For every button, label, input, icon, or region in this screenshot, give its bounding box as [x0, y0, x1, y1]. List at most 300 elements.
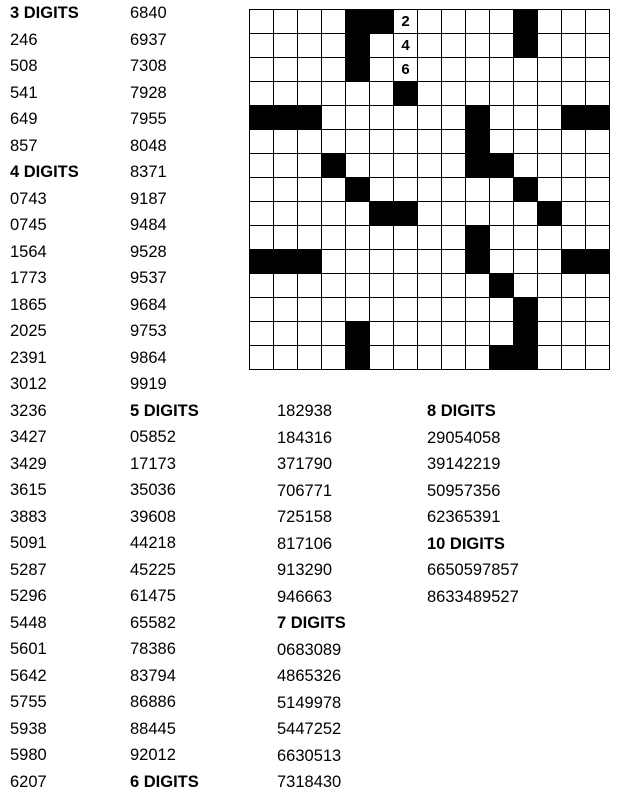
- number-entry: 3615: [10, 481, 47, 499]
- grid-cell[interactable]: [394, 274, 418, 298]
- grid-cell[interactable]: [274, 82, 298, 106]
- grid-cell[interactable]: [538, 58, 562, 82]
- grid-block-cell: [586, 106, 610, 130]
- grid-block-cell: [394, 82, 418, 106]
- grid-cell[interactable]: [250, 34, 274, 58]
- number-entry: 946663: [277, 587, 333, 606]
- grid-cell-filled[interactable]: 6: [394, 58, 418, 82]
- grid-cell[interactable]: [466, 178, 490, 202]
- grid-cell[interactable]: [250, 274, 274, 298]
- grid-block-cell: [346, 322, 370, 346]
- grid-cell[interactable]: [418, 346, 442, 370]
- grid-cell[interactable]: [298, 10, 322, 34]
- grid-cell[interactable]: [322, 10, 346, 34]
- grid-cell[interactable]: [538, 322, 562, 346]
- number-entry: 371790: [277, 455, 333, 473]
- number-entry: 9753: [130, 322, 167, 340]
- grid-cell[interactable]: [562, 298, 586, 322]
- grid-cell[interactable]: [370, 322, 394, 346]
- number-entry: 92012: [130, 746, 176, 764]
- grid-cell[interactable]: [442, 58, 466, 82]
- number-entry: 05852: [130, 428, 176, 446]
- number-entry: 725158: [277, 508, 333, 526]
- grid-cell[interactable]: [250, 202, 274, 226]
- grid-cell[interactable]: [250, 298, 274, 322]
- number-entry: 5938: [10, 719, 47, 738]
- grid-cell[interactable]: [466, 298, 490, 322]
- section-heading: 7 DIGITS: [277, 614, 346, 632]
- number-entry: 88445: [130, 719, 176, 738]
- grid-cell[interactable]: [586, 82, 610, 106]
- word-list-column-1: [10, 0, 79, 795]
- number-entry: 5296: [10, 587, 47, 605]
- section-heading: 4 DIGITS: [10, 163, 79, 181]
- number-entry: 4865326: [277, 667, 342, 685]
- grid-cell[interactable]: [418, 106, 442, 130]
- grid-cell[interactable]: [274, 58, 298, 82]
- number-entry: 83794: [130, 666, 176, 685]
- grid-block-cell: [490, 346, 514, 370]
- grid-cell[interactable]: [514, 202, 538, 226]
- grid-cell[interactable]: [490, 130, 514, 154]
- grid-cell[interactable]: [250, 226, 274, 250]
- grid-cell[interactable]: [562, 274, 586, 298]
- grid-cell[interactable]: [562, 82, 586, 106]
- grid-cell[interactable]: [274, 298, 298, 322]
- grid-cell[interactable]: [274, 202, 298, 226]
- grid-cell[interactable]: [274, 178, 298, 202]
- grid-cell[interactable]: [274, 34, 298, 58]
- grid-cell[interactable]: [250, 82, 274, 106]
- grid-cell[interactable]: [418, 178, 442, 202]
- grid-cell[interactable]: [586, 346, 610, 370]
- grid-cell[interactable]: [370, 82, 394, 106]
- grid-cell[interactable]: [250, 178, 274, 202]
- grid-cell[interactable]: [418, 58, 442, 82]
- grid-cell[interactable]: [538, 250, 562, 274]
- number-entry: 44218: [130, 534, 176, 552]
- grid-cell[interactable]: [418, 274, 442, 298]
- grid-cell[interactable]: [538, 226, 562, 250]
- number-entry: 5091: [10, 534, 47, 552]
- grid-cell[interactable]: [322, 58, 346, 82]
- grid-cell[interactable]: [298, 322, 322, 346]
- grid-cell[interactable]: [586, 226, 610, 250]
- number-entry: 6650597857: [427, 561, 519, 579]
- number-entry: 9528: [130, 242, 167, 261]
- grid-cell[interactable]: [514, 226, 538, 250]
- grid-cell[interactable]: [586, 178, 610, 202]
- grid-cell[interactable]: [250, 154, 274, 178]
- grid-cell[interactable]: [538, 298, 562, 322]
- grid-cell[interactable]: [418, 34, 442, 58]
- grid-cell[interactable]: [562, 226, 586, 250]
- number-entry: 17173: [130, 454, 176, 473]
- number-entry: 9864: [130, 348, 167, 367]
- grid-cell[interactable]: [442, 226, 466, 250]
- grid-cell[interactable]: [394, 346, 418, 370]
- grid-cell[interactable]: [370, 250, 394, 274]
- number-entry: 508: [10, 57, 38, 75]
- number-entry: 5448: [10, 613, 47, 632]
- grid-cell[interactable]: [586, 130, 610, 154]
- grid-cell[interactable]: [490, 322, 514, 346]
- grid-block-cell: [514, 178, 538, 202]
- grid-cell[interactable]: [322, 298, 346, 322]
- number-entry: 65582: [130, 613, 176, 632]
- section-heading: 5 DIGITS: [130, 401, 199, 420]
- number-entry: 2025: [10, 322, 47, 340]
- grid-block-cell: [562, 250, 586, 274]
- number-entry: 9919: [130, 375, 167, 393]
- grid-block-cell: [466, 226, 490, 250]
- grid-cell[interactable]: [514, 250, 538, 274]
- grid-cell[interactable]: [514, 154, 538, 178]
- grid-cell[interactable]: [394, 178, 418, 202]
- grid-cell[interactable]: [442, 10, 466, 34]
- grid-cell[interactable]: [442, 106, 466, 130]
- grid-cell[interactable]: [394, 298, 418, 322]
- number-entry: 246: [10, 30, 38, 49]
- grid-cell[interactable]: [442, 130, 466, 154]
- number-entry: 5642: [10, 666, 47, 685]
- grid-cell[interactable]: [442, 250, 466, 274]
- grid-cell[interactable]: [466, 274, 490, 298]
- grid-block-cell: [538, 202, 562, 226]
- grid-cell[interactable]: [562, 346, 586, 370]
- grid-cell[interactable]: [274, 10, 298, 34]
- number-entry: 913290: [277, 561, 333, 579]
- grid-cell[interactable]: [298, 178, 322, 202]
- number-entry: 35036: [130, 481, 176, 499]
- grid-cell[interactable]: [442, 34, 466, 58]
- number-entry: 86886: [130, 693, 176, 711]
- number-entry: 184316: [277, 428, 333, 447]
- grid-cell[interactable]: [538, 10, 562, 34]
- grid-cell[interactable]: [370, 298, 394, 322]
- grid-cell[interactable]: [370, 130, 394, 154]
- grid-cell[interactable]: [562, 178, 586, 202]
- number-entry: 45225: [130, 560, 176, 579]
- grid-block-cell: [346, 178, 370, 202]
- grid-block-cell: [514, 346, 538, 370]
- word-list-column-4: [427, 398, 519, 610]
- grid-cell[interactable]: [538, 178, 562, 202]
- number-entry: 3012: [10, 375, 47, 393]
- grid-cell[interactable]: [562, 58, 586, 82]
- grid-cell[interactable]: [250, 10, 274, 34]
- grid-cell[interactable]: [322, 274, 346, 298]
- grid-cell[interactable]: [562, 10, 586, 34]
- grid-cell[interactable]: [418, 322, 442, 346]
- grid-cell[interactable]: [346, 250, 370, 274]
- number-entry: 61475: [130, 587, 176, 605]
- grid-cell[interactable]: [394, 154, 418, 178]
- number-entry: 9684: [130, 295, 167, 314]
- grid-cell[interactable]: [322, 82, 346, 106]
- grid-cell[interactable]: [466, 82, 490, 106]
- number-entry: 39608: [130, 507, 176, 526]
- grid-cell[interactable]: [370, 58, 394, 82]
- grid-cell[interactable]: [370, 106, 394, 130]
- number-entry: 5287: [10, 560, 47, 579]
- grid-cell[interactable]: [322, 202, 346, 226]
- number-entry: 8371: [130, 163, 167, 181]
- number-entry: 649: [10, 110, 38, 128]
- number-entry: 3427: [10, 428, 47, 446]
- grid-cell[interactable]: [298, 82, 322, 106]
- grid-cell[interactable]: [250, 322, 274, 346]
- number-entry: 857: [10, 136, 38, 155]
- grid-block-cell: [274, 106, 298, 130]
- grid-cell[interactable]: [538, 82, 562, 106]
- grid-cell[interactable]: [514, 82, 538, 106]
- grid-cell[interactable]: [466, 58, 490, 82]
- number-entry: 541: [10, 83, 38, 102]
- grid-block-cell: [586, 250, 610, 274]
- number-entry: 0745: [10, 216, 47, 234]
- grid-block-cell: [514, 10, 538, 34]
- grid-cell[interactable]: [346, 154, 370, 178]
- grid-cell[interactable]: [394, 226, 418, 250]
- number-entry: 5755: [10, 693, 47, 711]
- grid-cell[interactable]: [346, 130, 370, 154]
- grid-cell[interactable]: [538, 274, 562, 298]
- grid-cell[interactable]: [442, 154, 466, 178]
- grid-cell[interactable]: [394, 106, 418, 130]
- number-entry: 5149978: [277, 693, 342, 712]
- grid-block-cell: [514, 34, 538, 58]
- grid-cell[interactable]: [418, 226, 442, 250]
- number-entry: 62365391: [427, 508, 501, 526]
- grid-cell[interactable]: [562, 34, 586, 58]
- grid-cell[interactable]: [298, 154, 322, 178]
- grid-cell[interactable]: [562, 322, 586, 346]
- grid-cell[interactable]: [490, 298, 514, 322]
- grid-cell[interactable]: [418, 202, 442, 226]
- grid-cell[interactable]: [322, 106, 346, 130]
- grid-cell[interactable]: [298, 34, 322, 58]
- grid-cell[interactable]: [298, 346, 322, 370]
- grid-block-cell: [466, 106, 490, 130]
- number-entry: 8633489527: [427, 587, 519, 606]
- number-entry: 5447252: [277, 720, 342, 738]
- grid-cell[interactable]: [322, 226, 346, 250]
- grid-cell[interactable]: [586, 322, 610, 346]
- grid-cell[interactable]: [298, 58, 322, 82]
- section-heading: 10 DIGITS: [427, 534, 505, 553]
- grid-cell[interactable]: [538, 34, 562, 58]
- grid-cell[interactable]: [370, 34, 394, 58]
- number-entry: 8048: [130, 136, 167, 155]
- grid-block-cell: [394, 202, 418, 226]
- grid-cell[interactable]: [442, 322, 466, 346]
- number-entry: 5601: [10, 640, 47, 658]
- number-entry: 7928: [130, 83, 167, 102]
- grid-cell[interactable]: [514, 106, 538, 130]
- number-entry: 3236: [10, 401, 47, 420]
- number-entry: 9537: [130, 269, 167, 287]
- grid-cell[interactable]: [466, 34, 490, 58]
- grid-cell[interactable]: [370, 226, 394, 250]
- word-list-column-2: [130, 0, 199, 795]
- grid-cell[interactable]: [274, 274, 298, 298]
- grid-cell[interactable]: [250, 130, 274, 154]
- grid-cell[interactable]: [586, 202, 610, 226]
- grid-cell[interactable]: [562, 202, 586, 226]
- grid-block-cell: [490, 154, 514, 178]
- grid-cell[interactable]: [538, 154, 562, 178]
- grid-cell[interactable]: [490, 34, 514, 58]
- number-entry: 706771: [277, 481, 333, 500]
- grid-block-cell: [370, 10, 394, 34]
- grid-block-cell: [298, 106, 322, 130]
- grid-cell[interactable]: [562, 130, 586, 154]
- number-entry: 5980: [10, 746, 47, 764]
- grid-cell[interactable]: [466, 322, 490, 346]
- grid-cell[interactable]: [490, 202, 514, 226]
- grid-block-cell: [514, 322, 538, 346]
- number-entry: 7318430: [277, 773, 342, 791]
- grid-cell[interactable]: [322, 130, 346, 154]
- grid-cell[interactable]: [346, 274, 370, 298]
- grid-cell[interactable]: [586, 58, 610, 82]
- grid-cell[interactable]: [298, 130, 322, 154]
- number-entry: 6207: [10, 772, 47, 791]
- grid-cell[interactable]: [490, 178, 514, 202]
- grid-cell[interactable]: [514, 58, 538, 82]
- grid-cell[interactable]: [394, 322, 418, 346]
- grid-cell[interactable]: [586, 298, 610, 322]
- grid-cell[interactable]: [490, 82, 514, 106]
- grid-cell[interactable]: [514, 130, 538, 154]
- grid-cell[interactable]: [418, 10, 442, 34]
- grid-block-cell: [514, 298, 538, 322]
- grid-cell[interactable]: [370, 274, 394, 298]
- grid-cell[interactable]: [274, 322, 298, 346]
- grid-cell[interactable]: [322, 178, 346, 202]
- grid-cell[interactable]: [418, 154, 442, 178]
- grid-cell[interactable]: [514, 274, 538, 298]
- grid-cell[interactable]: [466, 202, 490, 226]
- grid-cell[interactable]: [562, 154, 586, 178]
- grid-cell[interactable]: [442, 82, 466, 106]
- number-entry: 0683089: [277, 640, 342, 659]
- grid-cell[interactable]: [490, 250, 514, 274]
- grid-cell[interactable]: [346, 202, 370, 226]
- grid-block-cell: [466, 154, 490, 178]
- grid-cell[interactable]: [298, 202, 322, 226]
- grid-block-cell: [466, 250, 490, 274]
- grid-cell[interactable]: [466, 10, 490, 34]
- grid-cell[interactable]: [298, 298, 322, 322]
- grid-cell[interactable]: [586, 274, 610, 298]
- section-heading: 8 DIGITS: [427, 402, 496, 420]
- grid-cell[interactable]: [586, 154, 610, 178]
- grid-cell[interactable]: [466, 346, 490, 370]
- grid-cell-filled[interactable]: 4: [394, 34, 418, 58]
- number-entry: 29054058: [427, 428, 501, 447]
- grid-cell[interactable]: [442, 178, 466, 202]
- grid-cell[interactable]: [346, 82, 370, 106]
- grid-cell[interactable]: [418, 82, 442, 106]
- grid-cell[interactable]: [274, 130, 298, 154]
- grid-cell[interactable]: [442, 346, 466, 370]
- number-entry: 2391: [10, 348, 47, 367]
- grid-cell[interactable]: [418, 130, 442, 154]
- grid-cell[interactable]: [346, 106, 370, 130]
- grid-cell[interactable]: [274, 346, 298, 370]
- grid-cell[interactable]: [370, 178, 394, 202]
- grid-cell[interactable]: [274, 226, 298, 250]
- grid-cell[interactable]: [490, 106, 514, 130]
- grid-cell[interactable]: [346, 226, 370, 250]
- number-entry: 3883: [10, 507, 47, 526]
- number-entry: 7308: [130, 57, 167, 75]
- number-entry: 0743: [10, 189, 47, 208]
- grid-cell[interactable]: [322, 34, 346, 58]
- number-entry: 9484: [130, 216, 167, 234]
- number-entry: 1865: [10, 295, 47, 314]
- grid-cell-filled[interactable]: 2: [394, 10, 418, 34]
- grid-cell[interactable]: [418, 298, 442, 322]
- grid-block-cell: [346, 58, 370, 82]
- grid-cell[interactable]: [418, 250, 442, 274]
- grid-block-cell: [466, 130, 490, 154]
- grid-cell[interactable]: [322, 346, 346, 370]
- grid-cell[interactable]: [394, 130, 418, 154]
- grid-cell[interactable]: [490, 58, 514, 82]
- grid-block-cell: [250, 106, 274, 130]
- grid-block-cell: [250, 250, 274, 274]
- grid-cell[interactable]: [538, 346, 562, 370]
- grid-cell[interactable]: [394, 250, 418, 274]
- grid-cell[interactable]: [442, 274, 466, 298]
- number-entry: 9187: [130, 189, 167, 208]
- grid-cell[interactable]: [370, 154, 394, 178]
- number-entry: 6630513: [277, 746, 342, 765]
- number-entry: 50957356: [427, 481, 501, 500]
- grid-block-cell: [490, 274, 514, 298]
- grid-cell[interactable]: [370, 346, 394, 370]
- number-entry: 39142219: [427, 455, 501, 473]
- puzzle-grid: [249, 9, 610, 370]
- grid-cell[interactable]: [586, 34, 610, 58]
- grid-cell[interactable]: [538, 106, 562, 130]
- grid-cell[interactable]: [250, 346, 274, 370]
- grid-block-cell: [370, 202, 394, 226]
- grid-block-cell: [346, 346, 370, 370]
- word-list-column-3: [277, 398, 346, 796]
- grid-cell[interactable]: [298, 274, 322, 298]
- section-heading: 6 DIGITS: [130, 772, 199, 791]
- grid-cell[interactable]: [442, 298, 466, 322]
- grid-cell[interactable]: [346, 298, 370, 322]
- grid-cell[interactable]: [298, 226, 322, 250]
- grid-block-cell: [346, 34, 370, 58]
- grid-cell[interactable]: [538, 130, 562, 154]
- grid-cell[interactable]: [490, 226, 514, 250]
- grid-cell[interactable]: [490, 10, 514, 34]
- grid-cell[interactable]: [586, 10, 610, 34]
- grid-cell[interactable]: [250, 58, 274, 82]
- grid-cell[interactable]: [274, 154, 298, 178]
- grid-cell[interactable]: [322, 250, 346, 274]
- grid-block-cell: [274, 250, 298, 274]
- grid-cell[interactable]: [442, 202, 466, 226]
- number-entry: 6937: [130, 30, 167, 49]
- grid-cell[interactable]: [322, 322, 346, 346]
